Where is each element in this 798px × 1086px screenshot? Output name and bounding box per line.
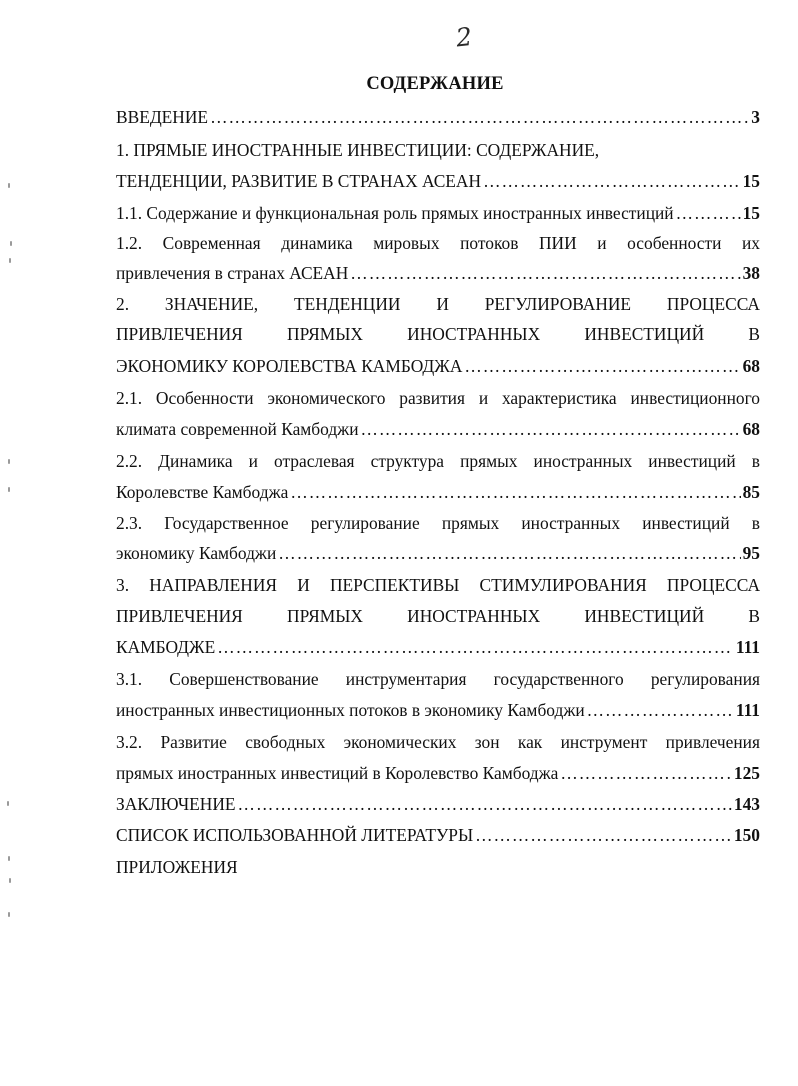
toc-entry-text: СПИСОК ИСПОЛЬЗОВАННОЙ ЛИТЕРАТУРЫ — [116, 825, 474, 845]
toc-entry-section-2-1-line-1[interactable] — [116, 387, 760, 409]
toc-entry-conclusion[interactable] — [116, 793, 760, 815]
toc-entry-section-3-1-line-1[interactable] — [116, 668, 760, 690]
toc-entry-appendices[interactable] — [116, 856, 760, 878]
dot-leader — [361, 418, 741, 440]
scan-speck — [8, 459, 10, 464]
toc-page-number: 15 — [742, 171, 760, 191]
toc-entry-text: 1. ПРЯМЫЕ ИНОСТРАННЫЕ ИНВЕСТИЦИИ: СОДЕРЖАНИЕ, — [116, 140, 600, 160]
toc-entry-text: 1.1. Содержание и функциональная роль прямых иностранных инвестиций — [116, 203, 674, 223]
toc-entry-chapter-1-line-1[interactable] — [116, 139, 760, 161]
dot-leader — [350, 262, 740, 284]
toc-entry-text: ЗАКЛЮЧЕНИЕ — [116, 794, 236, 814]
toc-page-number: 68 — [742, 356, 760, 376]
toc-entry-section-1-2-line-2[interactable] — [116, 262, 760, 284]
toc-page-number: 68 — [742, 419, 760, 439]
scan-speck — [9, 258, 11, 263]
toc-entry-chapter-3-line-1[interactable] — [116, 574, 760, 596]
toc-entry-text: 1.2. Современная динамика мировых потоков ПИИ и особенности их — [116, 233, 760, 253]
scan-speck — [10, 241, 12, 246]
toc-entry-section-2-1-line-2[interactable] — [116, 418, 760, 440]
toc-entry-chapter-2-line-3[interactable] — [116, 355, 760, 377]
scan-speck — [8, 183, 10, 188]
toc-entry-text: 2. ЗНАЧЕНИЕ, ТЕНДЕНЦИИ И РЕГУЛИРОВАНИЕ ПРОЦЕССА — [116, 294, 760, 314]
dot-leader — [464, 355, 740, 377]
toc-entry-chapter-1-line-2[interactable] — [116, 170, 760, 192]
toc-page-number: 15 — [742, 203, 760, 223]
scan-speck — [7, 801, 9, 806]
toc-entry-text: Королевстве Камбоджа — [116, 482, 289, 502]
toc-page-number: 111 — [735, 700, 760, 720]
toc-entry-text: 3. НАПРАВЛЕНИЯ И ПЕРСПЕКТИВЫ СТИМУЛИРОВАНИЯ ПРОЦЕССА — [116, 575, 760, 595]
toc-entry-chapter-3-line-3[interactable] — [116, 636, 760, 658]
toc-page-number: 125 — [733, 763, 760, 783]
dot-leader — [217, 636, 734, 658]
page-title: СОДЕРЖАНИЕ — [366, 74, 504, 94]
toc-entry-text: ПРИВЛЕЧЕНИЯ ПРЯМЫХ ИНОСТРАННЫХ ИНВЕСТИЦИЙ В — [116, 324, 760, 344]
toc-entry-section-2-3-line-2[interactable] — [116, 542, 760, 564]
toc-entry-text: 2.3. Государственное регулирование прямых иностранных инвестиций в — [116, 513, 760, 533]
toc-entry-section-1-1[interactable] — [116, 202, 760, 224]
toc-page-number: 38 — [742, 263, 760, 283]
scan-speck — [9, 878, 11, 883]
dot-leader — [210, 106, 749, 128]
toc-entry-section-3-2-line-1[interactable] — [116, 731, 760, 753]
toc-entry-text: 3.1. Совершенствование инструментария государственного регулирования — [116, 669, 760, 689]
dot-leader — [238, 793, 732, 815]
toc-page-number: 3 — [751, 107, 760, 127]
toc-entry-section-3-1-line-2[interactable] — [116, 699, 760, 721]
toc-page-number: 150 — [733, 825, 760, 845]
toc-entry-section-1-2-line-1[interactable] — [116, 232, 760, 254]
toc-entry-text: КАМБОДЖЕ — [116, 637, 216, 657]
dot-leader — [475, 824, 732, 846]
toc-entry-section-2-3-line-1[interactable] — [116, 512, 760, 534]
toc-page-number: 95 — [742, 543, 760, 563]
toc-entry-text: ВВЕДЕНИЕ — [116, 107, 209, 127]
toc-page-number: 111 — [735, 637, 760, 657]
dot-leader — [676, 202, 741, 224]
toc-entry-text: ПРИВЛЕЧЕНИЯ ПРЯМЫХ ИНОСТРАННЫХ ИНВЕСТИЦИЙ В — [116, 606, 760, 626]
toc-page-number: 143 — [733, 794, 760, 814]
dot-leader — [587, 699, 734, 721]
scan-speck — [8, 487, 10, 492]
dot-leader — [278, 542, 740, 564]
toc-entry-text: прямых иностранных инвестиций в Королевство Камбоджа — [116, 763, 559, 783]
dot-leader — [560, 762, 732, 784]
toc-entry-text: 2.1. Особенности экономического развития и характеристика инвестиционного — [116, 388, 760, 408]
toc-entry-text: 2.2. Динамика и отраслевая структура прямых иностранных инвестиций в — [116, 451, 760, 471]
toc-entry-chapter-3-line-2[interactable] — [116, 605, 760, 627]
page-number: 2 — [454, 21, 474, 53]
scan-speck — [8, 856, 10, 861]
dot-leader — [483, 170, 741, 192]
toc-entry-text: привлечения в странах АСЕАН — [116, 263, 349, 283]
toc-entry-references[interactable] — [116, 824, 760, 846]
toc-page-number: 85 — [742, 482, 760, 502]
toc-entry-text: иностранных инвестиционных потоков в экономику Камбоджи — [116, 700, 585, 720]
toc-entry-text: ЭКОНОМИКУ КОРОЛЕВСТВА КАМБОДЖА — [116, 356, 463, 376]
scan-speck — [8, 912, 10, 917]
toc-entry-chapter-2-line-1[interactable] — [116, 293, 760, 315]
dot-leader — [290, 481, 740, 503]
toc-entry-text: 3.2. Развитие свободных экономических зон как инструмент привлечения — [116, 732, 760, 752]
toc-entry-chapter-2-line-2[interactable] — [116, 323, 760, 345]
toc-entry-section-2-2-line-1[interactable] — [116, 450, 760, 472]
toc-entry-text: ПРИЛОЖЕНИЯ — [116, 857, 238, 877]
toc-entry-text: климата современной Камбоджи — [116, 419, 359, 439]
toc-entry-section-3-2-line-2[interactable] — [116, 762, 760, 784]
toc-entry-text: экономику Камбоджи — [116, 543, 277, 563]
toc-entry-section-2-2-line-2[interactable] — [116, 481, 760, 503]
toc-entry-introduction[interactable] — [116, 106, 760, 128]
toc-entry-text: ТЕНДЕНЦИИ, РАЗВИТИЕ В СТРАНАХ АСЕАН — [116, 171, 482, 191]
